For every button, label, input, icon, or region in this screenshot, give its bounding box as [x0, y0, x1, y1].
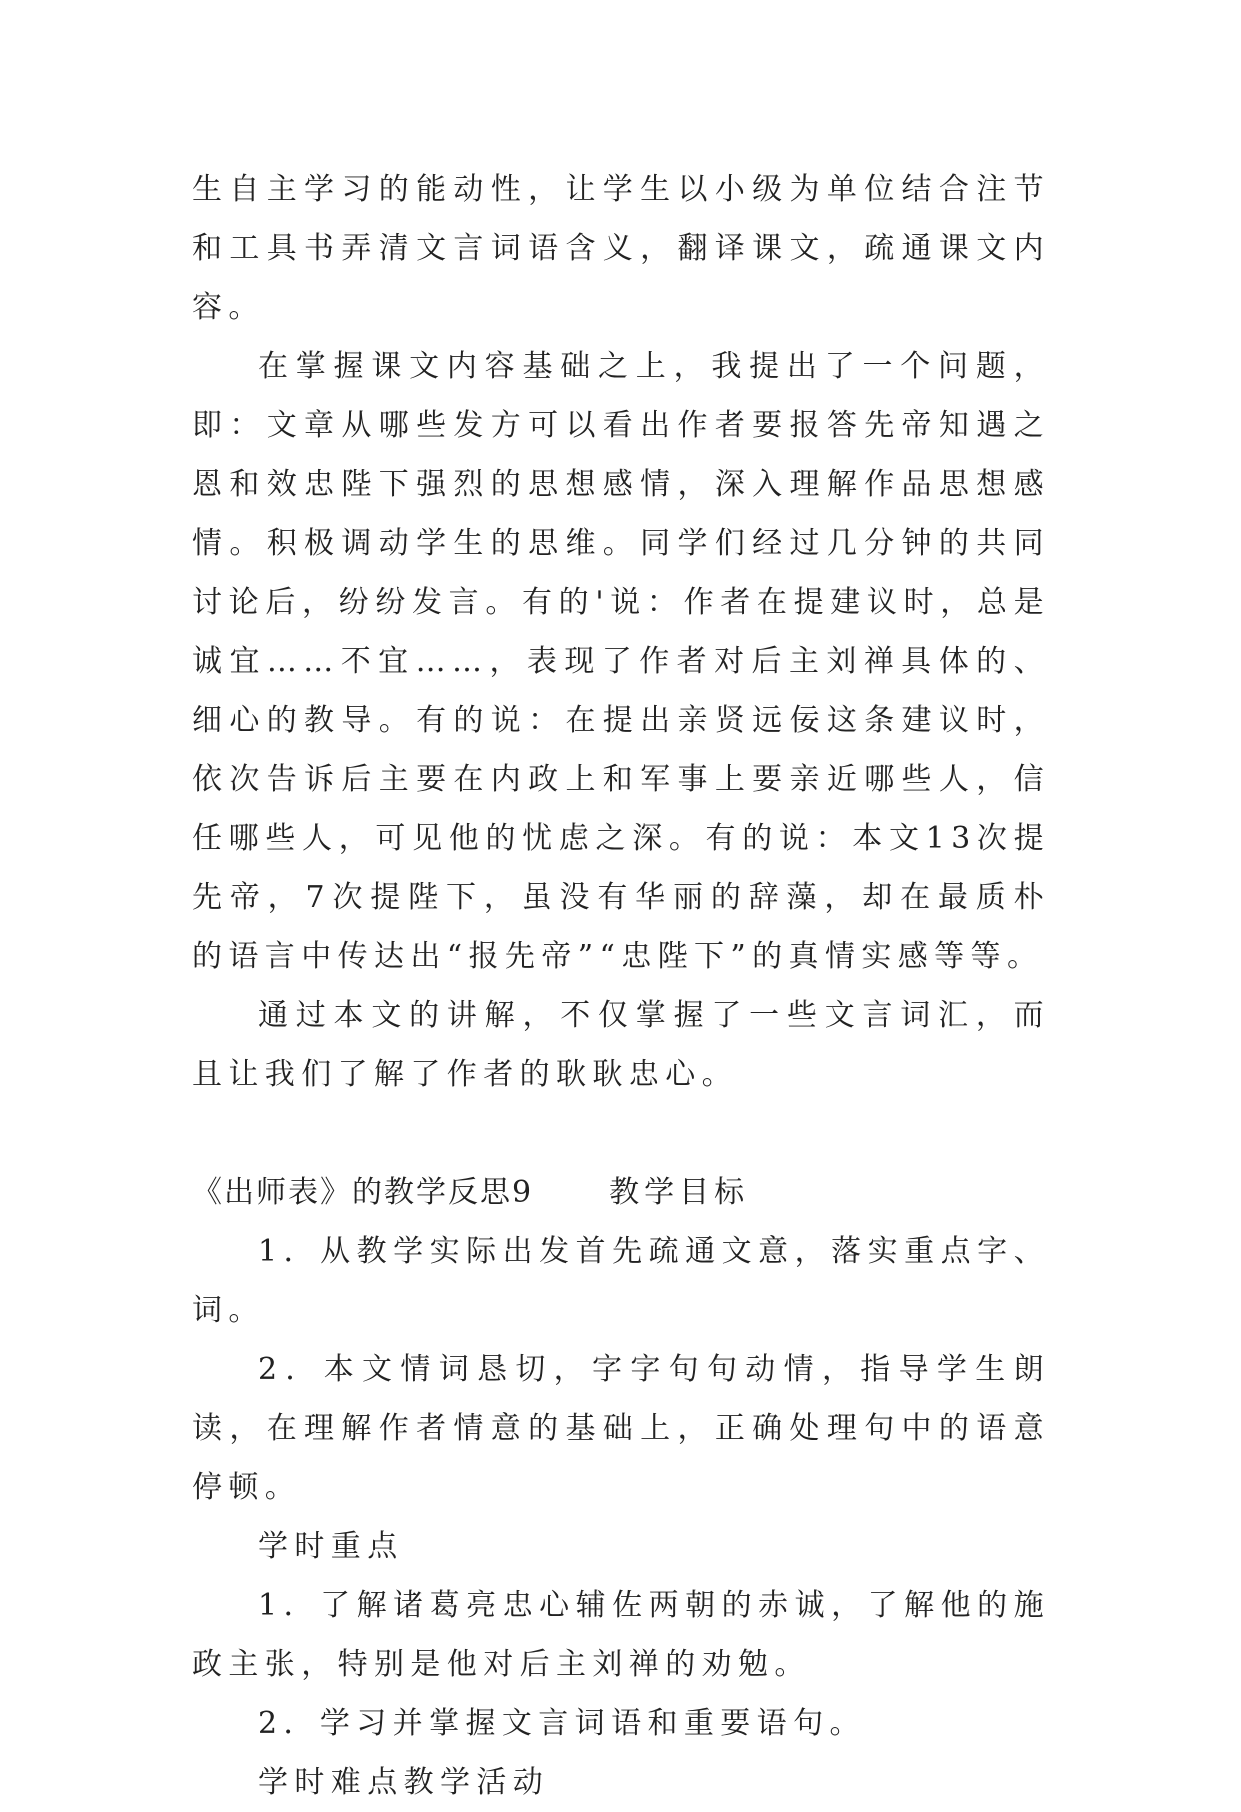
key-point-item-1: 1．了解诸葛亮忠心辅佐两朝的赤诚，了解他的施政主张，特别是他对后主刘禅的劝勉。: [192, 1588, 1050, 1682]
difficulty-heading: 学时难点教学活动: [258, 1765, 550, 1800]
section-title: 《出师表》的教学反思9: [192, 1175, 534, 1210]
section-heading: [192, 1163, 1050, 1222]
section-gap: [192, 1104, 1050, 1163]
paragraph-conclusion: 通过本文的讲解，不仅掌握了一些文言词汇，而且让我们了解了作者的耿耿忠心。: [192, 998, 1050, 1092]
document-body: [192, 160, 1050, 1812]
section-subtitle: 教学目标: [609, 1175, 750, 1210]
key-point-item-2: 2．学习并掌握文言词语和重要语句。: [258, 1706, 866, 1741]
goal-item-1: 1．从教学实际出发首先疏通文意，落实重点字、词。: [192, 1234, 1050, 1328]
paragraph-continuation: 生自主学习的能动性，让学生以小级为单位结合注节和工具书弄清文言词语含义，翻译课文，疏通课文内容。: [192, 172, 1050, 325]
paragraph-discussion: 在掌握课文内容基础之上，我提出了一个问题，即：文章从哪些发方可以看出作者要报答先帝知遇之恩和效忠陛下强烈的思想感情，深入理解作品思想感情。积极调动学生的思维。同学们经过几分钟的共同讨论后，纷纷发言。有的'说：作者在提建议时，总是诚宜……不宜……，表现了作者对后主刘禅具体的、细心的教导。有的说：在提出亲贤远佞这条建议时，依次告诉后主要在内政上和军事上要亲近哪些人，信任哪些人，可见他的忧虑之深。有的说：本文13次提先帝，7次提陛下，虽没有华丽的辞藻，却在最质朴的语言中传达出“报先帝”“忠陛下”的真情实感等等。: [192, 349, 1050, 974]
key-points-heading: 学时重点: [258, 1529, 404, 1564]
goal-item-2: 2．本文情词恳切，字字句句动情，指导学生朗读，在理解作者情意的基础上，正确处理句中的语意停顿。: [192, 1352, 1050, 1505]
